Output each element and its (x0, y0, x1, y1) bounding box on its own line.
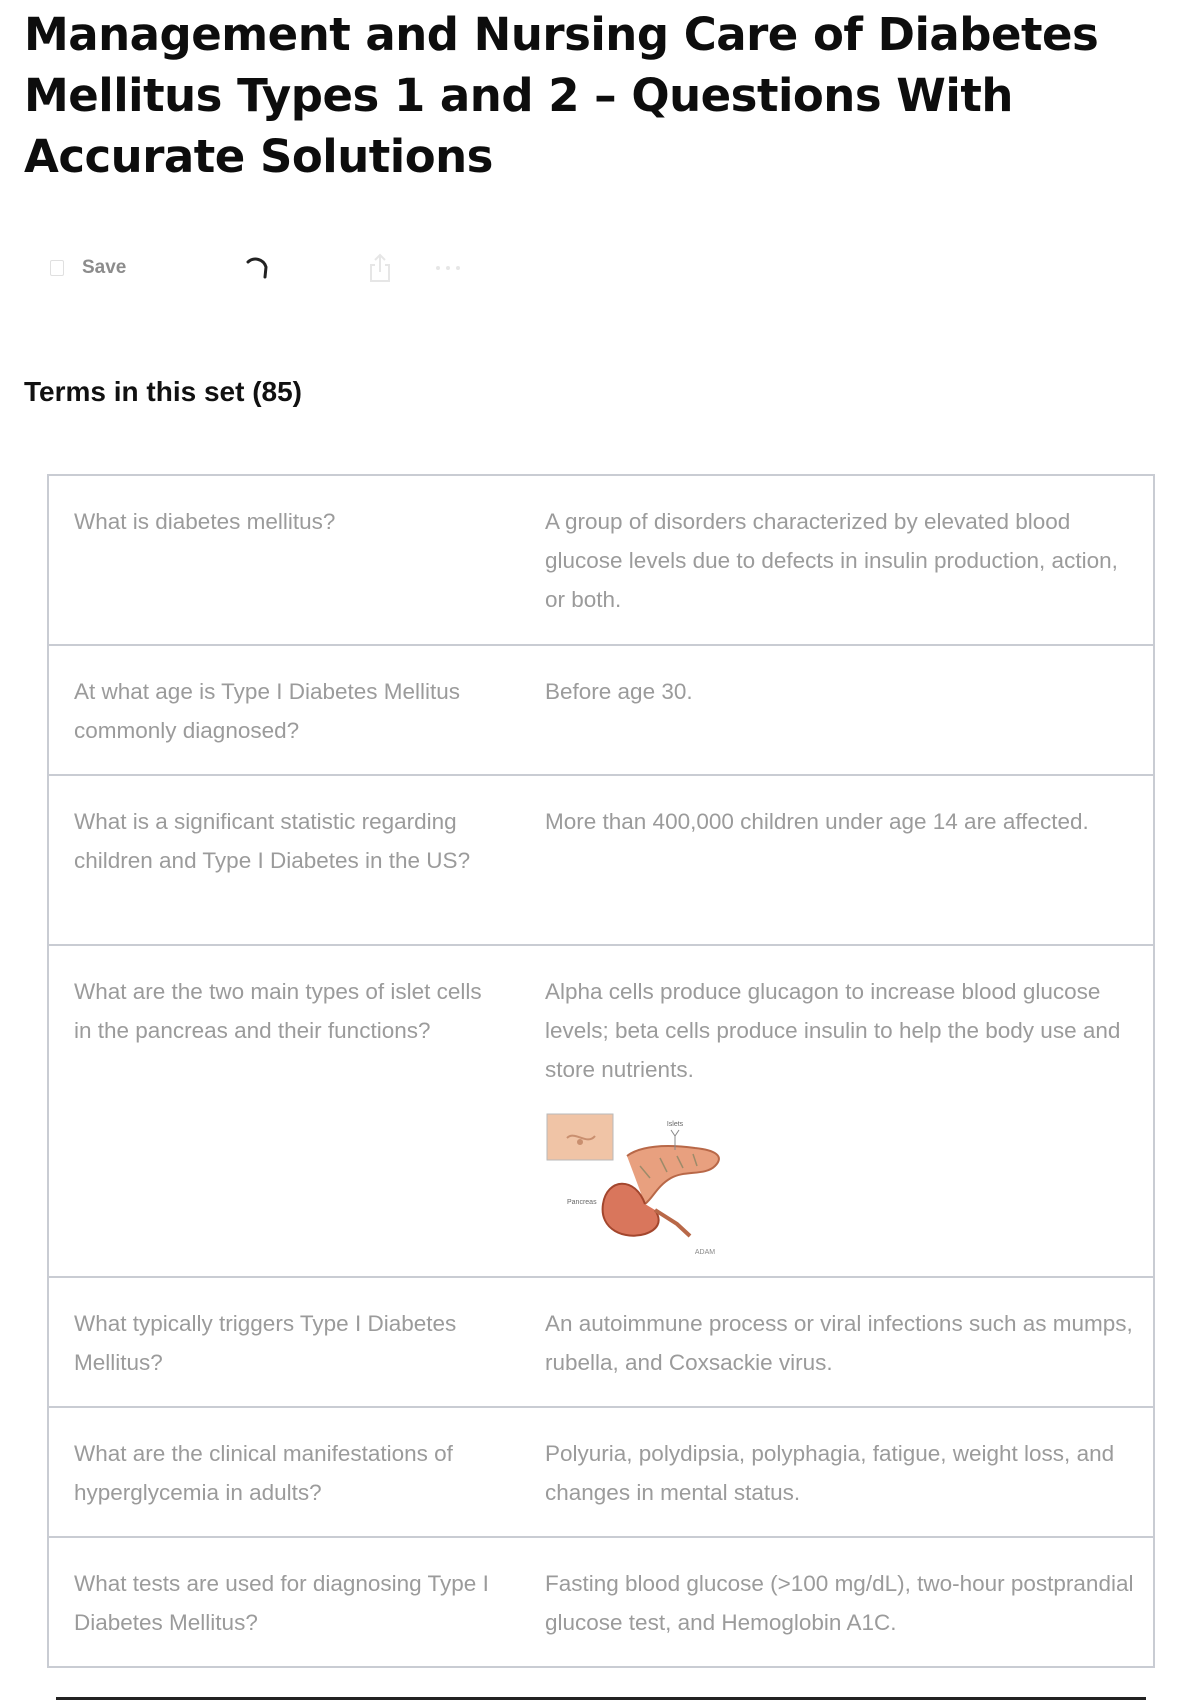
term-question: What tests are used for diagnosing Type I Diabetes Mellitus? (74, 1571, 489, 1635)
bookmark-icon (50, 260, 64, 276)
terms-heading: Terms in this set (85) (24, 376, 303, 407)
more-icon (433, 263, 463, 273)
islets-label: Islets (666, 1121, 684, 1128)
study-set-toolbar (50, 250, 500, 286)
term-card[interactable] (47, 774, 1155, 946)
term-question: What are the clinical manifestations of hyperglycemia in adults? (74, 1441, 453, 1505)
term-question: What is diabetes mellitus? (74, 509, 336, 534)
term-card[interactable] (47, 644, 1155, 776)
term-question: What is a significant statistic regarding children and Type I Diabetes in the US? (74, 809, 471, 873)
term-question: What typically triggers Type I Diabetes Mellitus? (74, 1311, 457, 1375)
term-answer: More than 400,000 children under age 14 are affected. (545, 809, 1089, 834)
loading-spinner-icon (241, 250, 273, 286)
term-card[interactable] (47, 944, 1155, 1278)
term-answer: An autoimmune process or viral infections such as mumps, rubella, and Coxsackie virus. (545, 1311, 1133, 1375)
pancreas-label: Pancreas (567, 1199, 597, 1206)
figure-credit: ADAM (694, 1249, 716, 1256)
term-answer: Alpha cells produce glucagon to increase blood glucose levels; beta cells produce insulin to help the body use and store nutrients. (545, 979, 1121, 1082)
pancreas-illustration[interactable] (545, 1106, 735, 1261)
term-answer: Before age 30. (545, 679, 693, 704)
term-answer: Fasting blood glucose (>100 mg/dL), two-hour postprandial glucose test, and Hemoglobin A1C. (545, 1571, 1134, 1635)
term-question: At what age is Type I Diabetes Mellitus commonly diagnosed? (74, 679, 461, 743)
more-options-button[interactable] (433, 250, 463, 286)
save-button[interactable] (50, 250, 126, 286)
term-card[interactable] (47, 1406, 1155, 1538)
term-card[interactable] (47, 1536, 1155, 1668)
term-answer: Polyuria, polydipsia, polyphagia, fatigue, weight loss, and changes in mental status. (545, 1441, 1115, 1505)
term-answer: A group of disorders characterized by elevated blood glucose levels due to defects in insulin production, action, or both. (545, 509, 1118, 612)
term-card[interactable] (47, 1276, 1155, 1408)
term-card[interactable] (47, 474, 1155, 646)
share-icon (366, 251, 394, 285)
page-title: Management and Nursing Care of Diabetes Mellitus Types 1 and 2 – Questions With Accurate Solutions (24, 8, 1099, 183)
term-question: What are the two main types of islet cells in the pancreas and their functions? (74, 979, 482, 1043)
save-label: Save (82, 257, 127, 278)
share-button[interactable] (366, 250, 394, 286)
